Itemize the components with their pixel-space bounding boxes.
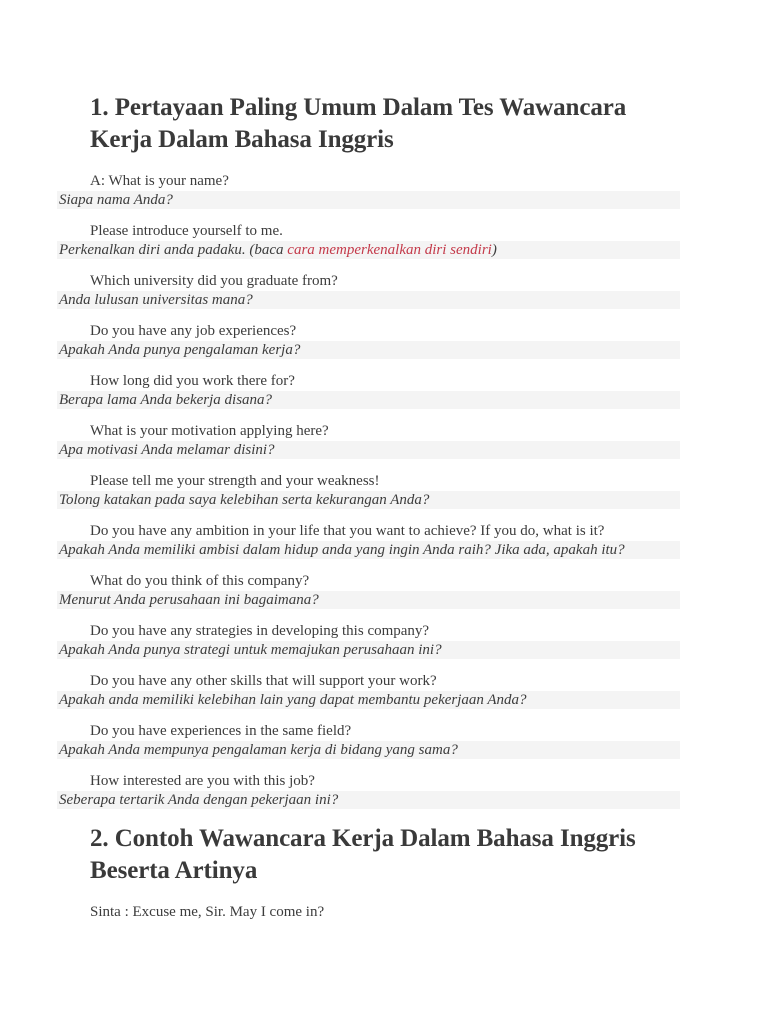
qa-item: [0, 172, 768, 222]
question-en: How interested are you with this job?: [90, 773, 315, 789]
translation-id: Apakah Anda punya pengalaman kerja?: [57, 341, 680, 359]
qa-item: [0, 772, 768, 822]
qa-item: [0, 572, 768, 622]
qa-item: [0, 322, 768, 372]
qa-item: [0, 722, 768, 772]
translation-id: Apakah Anda memiliki ambisi dalam hidup anda yang ingin Anda raih? Jika ada, apakah itu?: [57, 541, 680, 559]
qa-item: [0, 372, 768, 422]
section-2-heading-line-2: Beserta Artinya: [90, 857, 258, 884]
qa-item: [0, 672, 768, 722]
section-1-heading-line-2: Kerja Dalam Bahasa Inggris: [90, 126, 394, 153]
interview-question-list: [0, 172, 768, 822]
question-en: What do you think of this company?: [90, 573, 310, 589]
qa-item: [0, 522, 768, 572]
translation-id: Apakah anda memiliki kelebihan lain yang dapat membantu pekerjaan Anda?: [57, 691, 680, 709]
translation-id: Seberapa tertarik Anda dengan pekerjaan ini?: [57, 791, 680, 809]
question-en: Which university did you graduate from?: [90, 273, 338, 289]
question-en: Do you have experiences in the same field?: [90, 723, 352, 739]
translation-id: Apakah Anda punya strategi untuk memajukan perusahaan ini?: [57, 641, 680, 659]
translation-id: Siapa nama Anda?: [57, 191, 680, 209]
qa-item: [0, 422, 768, 472]
question-en: Do you have any strategies in developing this company?: [90, 623, 430, 639]
translation-id: Apakah Anda mempunya pengalaman kerja di bidang yang sama?: [57, 741, 680, 759]
question-en: Do you have any job experiences?: [90, 323, 297, 339]
question-en: Do you have any other skills that will support your work?: [90, 673, 437, 689]
question-en: Please tell me your strength and your weakness!: [90, 473, 380, 489]
translation-id: Menurut Anda perusahaan ini bagaimana?: [57, 591, 680, 609]
section-2-heading: [90, 823, 700, 887]
question-en: A: What is your name?: [90, 173, 229, 189]
translation-text: Perkenalkan diri anda padaku. (baca: [59, 242, 288, 258]
section-1-heading: [90, 92, 700, 156]
qa-item: [0, 622, 768, 672]
question-en: What is your motivation applying here?: [90, 423, 329, 439]
question-en: How long did you work there for?: [90, 373, 295, 389]
question-en: Please introduce yourself to me.: [90, 223, 283, 239]
translation-id: Berapa lama Anda bekerja disana?: [57, 391, 680, 409]
translation-id: Anda lulusan universitas mana?: [57, 291, 680, 309]
qa-item: [0, 272, 768, 322]
translation-id: [57, 241, 680, 259]
question-en: Do you have any ambition in your life that you want to achieve? If you do, what is it?: [90, 523, 605, 539]
section-1-heading-line-1: 1. Pertayaan Paling Umum Dalam Tes Wawancara: [90, 94, 627, 121]
dialogue-line: Sinta : Excuse me, Sir. May I come in?: [90, 904, 325, 920]
translation-suffix: ): [491, 242, 497, 258]
translation-id: Apa motivasi Anda melamar disini?: [57, 441, 680, 459]
qa-item: [0, 222, 768, 272]
translation-id: Tolong katakan pada saya kelebihan serta kekurangan Anda?: [57, 491, 680, 509]
self-introduction-link[interactable]: cara memperkenalkan diri sendiri: [287, 242, 492, 258]
section-2-heading-line-1: 2. Contoh Wawancara Kerja Dalam Bahasa Inggris: [90, 825, 636, 852]
qa-item: [0, 472, 768, 522]
